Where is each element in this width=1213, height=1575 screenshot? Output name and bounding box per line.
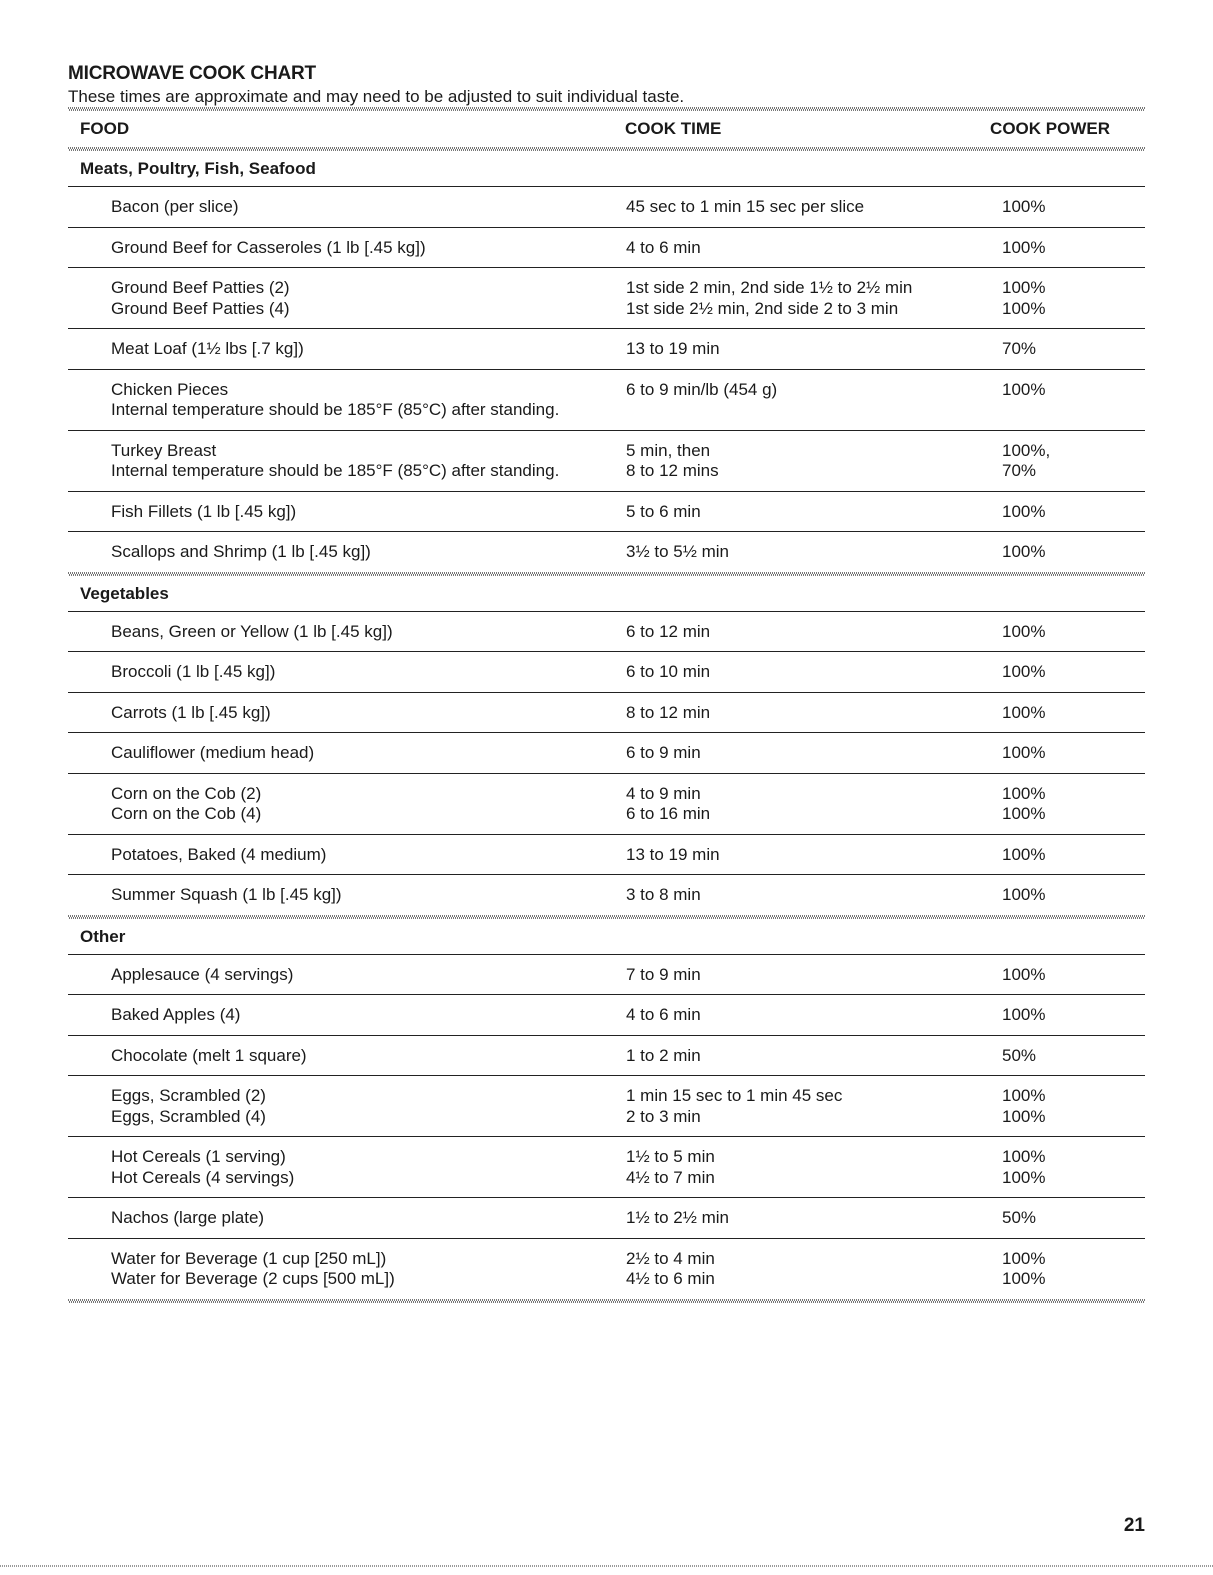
cook-time-cell (613, 622, 973, 643)
cook-power-cell-line: 100% (1002, 662, 1046, 681)
food-cell (68, 1046, 613, 1067)
food-cell-line: Eggs, Scrambled (4) (111, 1106, 266, 1126)
cook-time-cell (613, 238, 973, 259)
cook-time-cell-line: 4 to 9 min (626, 783, 701, 803)
cook-time-cell-line: 6 to 9 min/lb (454 g) (626, 379, 778, 399)
food-cell-line: Fish Fillets (1 lb [.45 kg]) (111, 501, 297, 521)
cook-power-cell-line: 70% (1002, 461, 1037, 480)
cook-power-cell (973, 784, 1145, 825)
cook-power-cell-line: 100% (1002, 1086, 1046, 1105)
cook-power-cell (973, 703, 1145, 724)
food-cell (68, 622, 613, 643)
food-cell (68, 1005, 613, 1026)
page-number: 21 (1123, 1515, 1145, 1536)
table-row (68, 1036, 1145, 1077)
cook-time-cell-line: 4½ to 7 min (626, 1167, 715, 1187)
cook-time-cell-line: 1st side 2 min, 2nd side 1½ to 2½ min (626, 278, 913, 297)
table-row (68, 431, 1145, 492)
food-cell-line: Broccoli (1 lb [.45 kg]) (111, 662, 276, 681)
food-cell-line: Cauliflower (medium head) (111, 743, 315, 762)
food-cell-line: Beans, Green or Yellow (1 lb [.45 kg]) (111, 621, 393, 641)
cook-power-cell-line: 50% (1002, 1208, 1037, 1227)
food-cell-line: Bacon (per slice) (111, 197, 239, 216)
food-cell-line: Ground Beef for Casseroles (1 lb [.45 kg]) (111, 237, 426, 257)
food-cell-line: Chicken Pieces (111, 379, 229, 399)
food-cell-line: Applesauce (4 servings) (111, 964, 294, 984)
food-cell (68, 662, 613, 683)
food-cell-line: Ground Beef Patties (2) (111, 278, 290, 297)
food-cell (68, 1249, 613, 1290)
cook-power-cell (973, 622, 1145, 643)
cook-time-cell-line: 5 to 6 min (626, 501, 701, 521)
cook-time-cell-line: 7 to 9 min (626, 964, 701, 984)
cook-power-cell-line: 50% (1002, 1045, 1037, 1065)
food-cell (68, 784, 613, 825)
table-row (68, 268, 1145, 329)
cook-time-cell (613, 1046, 973, 1067)
food-cell (68, 502, 613, 523)
food-cell-line: Hot Cereals (4 servings) (111, 1167, 295, 1187)
cook-time-cell-line: 6 to 9 min (626, 743, 701, 762)
page-title: MICROWAVE COOK CHART (68, 63, 316, 84)
cook-time-cell-line: 1 min 15 sec to 1 min 45 sec (626, 1086, 843, 1105)
cook-time-cell-line: 2½ to 4 min (626, 1248, 715, 1268)
cook-power-cell-line: 100% (1002, 702, 1046, 722)
cook-time-cell-line: 4½ to 6 min (626, 1269, 715, 1288)
food-cell-line: Internal temperature should be 185°F (85°C) after standing. (111, 461, 560, 480)
food-cell-line: Hot Cereals (1 serving) (111, 1147, 286, 1166)
food-cell-line: Summer Squash (1 lb [.45 kg]) (111, 885, 342, 904)
cook-time-cell (613, 542, 973, 563)
cook-time-cell-line: 4 to 6 min (626, 237, 701, 257)
cook-time-cell (613, 1208, 973, 1229)
cook-power-cell (973, 885, 1145, 906)
cook-power-cell-line: 100% (1002, 542, 1046, 561)
cook-time-cell-line: 8 to 12 mins (626, 461, 719, 480)
cook-power-cell (973, 1249, 1145, 1290)
cook-time-cell (613, 197, 973, 218)
food-cell-line: Nachos (large plate) (111, 1208, 265, 1227)
cook-power-cell-line: 100%, (1002, 440, 1051, 460)
cook-time-cell (613, 743, 973, 764)
food-cell (68, 238, 613, 259)
food-cell-line: Carrots (1 lb [.45 kg]) (111, 702, 271, 722)
food-cell-line: Water for Beverage (2 cups [500 mL]) (111, 1269, 395, 1288)
food-cell-line: Chocolate (melt 1 square) (111, 1045, 307, 1065)
food-cell-line: Corn on the Cob (4) (111, 804, 262, 823)
cook-time-cell-line: 3 to 8 min (626, 885, 701, 904)
table-row (68, 1239, 1145, 1299)
cook-power-cell-line: 100% (1002, 1005, 1046, 1024)
table-header (68, 111, 1145, 147)
cook-power-cell-line: 100% (1002, 885, 1046, 904)
cook-time-cell-line: 45 sec to 1 min 15 sec per slice (626, 197, 865, 216)
table-row (68, 532, 1145, 572)
cook-time-cell-line: 1 to 2 min (626, 1045, 701, 1065)
food-cell-line: Ground Beef Patties (4) (111, 298, 290, 318)
cook-power-cell-line: 100% (1002, 1269, 1046, 1288)
cook-power-cell (973, 1086, 1145, 1127)
cook-power-cell-line: 100% (1002, 298, 1046, 318)
cook-power-cell-line: 100% (1002, 1167, 1046, 1187)
header-food: FOOD (80, 119, 130, 138)
table-row (68, 1137, 1145, 1198)
food-cell (68, 278, 613, 319)
cook-power-cell (973, 441, 1145, 482)
cook-time-cell-line: 6 to 16 min (626, 804, 711, 823)
food-cell (68, 845, 613, 866)
cook-chart-page (68, 62, 1145, 1303)
cook-time-cell (613, 784, 973, 825)
food-cell-line: Scallops and Shrimp (1 lb [.45 kg]) (111, 542, 371, 561)
cook-time-cell-line: 8 to 12 min (626, 702, 711, 722)
table-row (68, 492, 1145, 533)
table-row (68, 228, 1145, 269)
food-cell (68, 965, 613, 986)
food-cell (68, 703, 613, 724)
cook-time-cell-line: 2 to 3 min (626, 1106, 701, 1126)
cook-power-cell-line: 100% (1002, 844, 1046, 864)
cook-power-cell-line: 100% (1002, 278, 1046, 297)
cook-power-cell-line: 100% (1002, 379, 1046, 399)
cook-power-cell (973, 662, 1145, 683)
cook-time-cell-line: 1st side 2½ min, 2nd side 2 to 3 min (626, 298, 899, 318)
food-cell (68, 197, 613, 218)
food-cell (68, 1086, 613, 1127)
cook-power-cell-line: 100% (1002, 743, 1046, 762)
cook-power-cell (973, 339, 1145, 360)
cook-time-cell (613, 380, 973, 421)
table-row (68, 875, 1145, 915)
cook-time-cell-line: 3½ to 5½ min (626, 542, 730, 561)
cook-time-cell (613, 662, 973, 683)
cook-power-cell-line: 100% (1002, 237, 1046, 257)
cook-power-cell (973, 542, 1145, 563)
table-row (68, 1198, 1145, 1239)
table-row (68, 1076, 1145, 1137)
table-row (68, 329, 1145, 370)
cook-power-cell (973, 1147, 1145, 1188)
section-heading: Meats, Poultry, Fish, Seafood (68, 151, 1145, 187)
cook-power-cell (973, 1046, 1145, 1067)
cook-power-cell (973, 1005, 1145, 1026)
table-row (68, 187, 1145, 228)
table-row (68, 995, 1145, 1036)
food-cell-line: Potatoes, Baked (4 medium) (111, 844, 327, 864)
cook-time-cell (613, 703, 973, 724)
section-heading: Other (68, 919, 1145, 955)
table-row (68, 370, 1145, 431)
cook-time-cell (613, 278, 973, 319)
cook-power-cell-line: 100% (1002, 804, 1046, 823)
food-cell-line: Meat Loaf (1½ lbs [.7 kg]) (111, 339, 304, 358)
cook-time-cell-line: 6 to 12 min (626, 621, 711, 641)
section-heading: Vegetables (68, 576, 1145, 612)
cook-power-cell-line: 100% (1002, 197, 1046, 216)
cook-power-cell-line: 100% (1002, 1248, 1046, 1268)
cook-time-cell (613, 502, 973, 523)
cook-power-cell (973, 197, 1145, 218)
cook-time-cell-line: 1½ to 5 min (626, 1147, 715, 1166)
cook-power-cell-line: 100% (1002, 501, 1046, 521)
cook-power-cell-line: 70% (1002, 339, 1037, 358)
food-cell-line: Water for Beverage (1 cup [250 mL]) (111, 1248, 387, 1268)
cook-chart-table (68, 147, 1145, 1303)
food-cell (68, 542, 613, 563)
food-cell (68, 339, 613, 360)
cook-time-cell (613, 965, 973, 986)
table-row (68, 733, 1145, 774)
cook-power-cell (973, 502, 1145, 523)
table-row (68, 955, 1145, 996)
cook-time-cell-line: 6 to 10 min (626, 662, 711, 681)
cook-time-cell-line: 1½ to 2½ min (626, 1208, 730, 1227)
cook-time-cell (613, 1005, 973, 1026)
food-cell-line: Baked Apples (4) (111, 1005, 241, 1024)
cook-power-cell (973, 965, 1145, 986)
cook-power-cell-line: 100% (1002, 1147, 1046, 1166)
food-cell (68, 380, 613, 421)
table-row (68, 652, 1145, 693)
cook-power-cell (973, 380, 1145, 421)
cook-time-cell-line: 4 to 6 min (626, 1005, 701, 1024)
cook-power-cell (973, 845, 1145, 866)
cook-time-cell (613, 339, 973, 360)
cook-power-cell (973, 238, 1145, 259)
cook-power-cell-line: 100% (1002, 1106, 1046, 1126)
cook-time-cell (613, 1086, 973, 1127)
food-cell (68, 743, 613, 764)
food-cell-line: Eggs, Scrambled (2) (111, 1086, 266, 1105)
cook-time-cell-line: 13 to 19 min (626, 339, 720, 358)
cook-time-cell (613, 1249, 973, 1290)
cook-time-cell (613, 1147, 973, 1188)
table-row (68, 612, 1145, 653)
cook-time-cell (613, 441, 973, 482)
food-cell-line: Turkey Breast (111, 440, 217, 460)
table-end-dotted-rule (68, 1299, 1145, 1303)
food-cell (68, 1208, 613, 1229)
cook-power-cell-line: 100% (1002, 783, 1046, 803)
cook-power-cell (973, 743, 1145, 764)
food-cell-line: Internal temperature should be 185°F (85°C) after standing. (111, 400, 560, 419)
table-row (68, 774, 1145, 835)
cook-time-cell (613, 885, 973, 906)
food-cell (68, 441, 613, 482)
cook-power-cell (973, 1208, 1145, 1229)
cook-power-cell-line: 100% (1002, 964, 1046, 984)
cook-power-cell (973, 278, 1145, 319)
page-subtitle: These times are approximate and may need to be adjusted to suit individual taste. (68, 87, 685, 106)
food-cell-line: Corn on the Cob (2) (111, 783, 262, 803)
food-cell (68, 1147, 613, 1188)
header-cook-time: COOK TIME (625, 119, 722, 138)
header-cook-power: COOK POWER (990, 119, 1110, 138)
table-row (68, 693, 1145, 734)
cook-power-cell-line: 100% (1002, 621, 1046, 641)
cook-time-cell (613, 845, 973, 866)
table-row (68, 835, 1145, 876)
food-cell (68, 885, 613, 906)
cook-time-cell-line: 13 to 19 min (626, 844, 720, 864)
bottom-dotted-rule (0, 1565, 1213, 1567)
cook-time-cell-line: 5 min, then (626, 440, 711, 460)
